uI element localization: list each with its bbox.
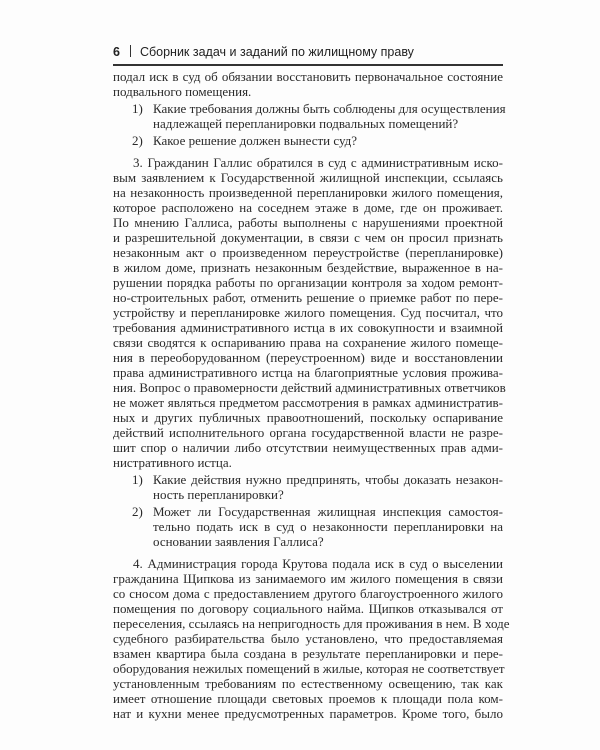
text-line: 3. Гражданин Галлис обратился в суд с административным иско- [133, 155, 503, 170]
text-line: шит спор о наличии либо отсутствии неимущественных прав адми- [113, 440, 503, 455]
page-body [113, 69, 510, 721]
text-line: незаконным акт о произведенном переустройстве (перепланировке) [113, 245, 503, 260]
text-line: и разрешительной документации, в связи с чем он просил признать [113, 230, 503, 245]
text-line: имеет отношение площади световых проемов к площади пола ком- [113, 691, 503, 706]
text-line: которое расположено на соседнем этаже в доме, где он проживает. [113, 200, 503, 215]
text-line: ных и других публичных правоотношений, поскольку оспаривание [113, 410, 503, 425]
text-line: взамен квартира была создана в результате перепланировки и пере- [113, 646, 503, 661]
question-item [113, 101, 506, 131]
text-line: Какие действия нужно предпринять, чтобы доказать незакон- [153, 472, 503, 487]
text-line: в жилом доме, признать незаконным бездействие, выраженное в на- [113, 260, 503, 275]
text-line: подал иск в суд об обязании восстановить первоначальное состояние [113, 69, 503, 84]
paragraph [113, 556, 510, 721]
text-line: Какие требования должны быть соблюдены для осуществления [153, 101, 506, 116]
text-line: судебного разбирательства было установлено, что предоставляемая [113, 631, 503, 646]
text-line: Какое решение должен вынести суд? [153, 133, 358, 148]
text-line: 4. Администрация города Крутова подала иск в суд о выселении [133, 556, 503, 571]
text-line: ность перепланировки? [153, 487, 284, 502]
text-line: рушении порядка работы по организации контроля за ходом ремонт- [113, 275, 503, 290]
running-title: Сборник задач и заданий по жилищному праву [139, 45, 414, 59]
question-item [113, 504, 503, 549]
question-number: 2) [132, 133, 143, 148]
running-header [113, 45, 503, 63]
header-rule [113, 64, 503, 66]
question-number: 2) [132, 504, 143, 519]
text-line: действий исполнительного органа государственной власти не разре- [113, 425, 503, 440]
text-line: права административного истца на благоприятные условия прожива- [113, 365, 503, 380]
text-line: ния. Вопрос о правомерности действий административных ответчиков [113, 380, 506, 395]
text-line: требования административного истца в их совокупности и взаимной [113, 320, 503, 335]
text-line: переселения, ссылаясь на непригодность для проживания в нем. В ходе [113, 616, 510, 631]
question-number: 1) [132, 101, 143, 116]
text-line: оборудования нежилых помещений в жилые, которая не соответствует [113, 661, 505, 676]
text-line: на незаконность произведенной перепланировки жилого помещения, [113, 185, 503, 200]
text-line: вым заявлением к Государственной жилищной инспекции, ссылаясь [113, 170, 503, 185]
text-line: не может являться предметом рассмотрения в рамках административ- [113, 395, 503, 410]
question-item [113, 472, 503, 502]
text-line: нат и кухни менее предусмотренных параметров. Кроме того, было [113, 706, 503, 721]
text-line: основании заявления Галлиса? [153, 534, 324, 549]
text-line: По мнению Галлиса, работы выполнены с нарушениями проектной [113, 215, 503, 230]
text-line: установленным требованиям по естественному освещению, так как [113, 676, 503, 691]
page-number: 6 [113, 45, 120, 59]
text-line: надлежащей перепланировки подвальных помещений? [153, 116, 459, 131]
text-line: гражданина Щипкова из занимаемого им жилого помещения в связи [113, 571, 503, 586]
paragraph [113, 69, 503, 99]
question-number: 1) [132, 472, 143, 487]
text-line: ния в переоборудованном (переустроенном) виде и восстановлении [113, 350, 503, 365]
paragraph [113, 155, 506, 470]
text-line: нистративного истца. [113, 455, 232, 470]
text-line: тельно подать иск в суд о незаконности перепланировки на [153, 519, 503, 534]
text-line: но-строительных работ, отменить решение о приемке работ по пере- [113, 290, 503, 305]
text-line: подвального помещения. [113, 84, 252, 99]
text-line: Может ли Государственная жилищная инспекция самостоя- [153, 504, 503, 519]
question-list [113, 472, 503, 549]
text-line: со сносом дома с предоставлением другого благоустроенного жилого [113, 586, 503, 601]
question-item [113, 133, 503, 148]
text-line: помещения по договору социального найма. Щипков отказывался от [113, 601, 503, 616]
question-list [113, 101, 506, 148]
text-line: устройству и перепланировке жилого помещения. Суд посчитал, что [113, 305, 503, 320]
text-line: связи сводятся к оспариванию права на сохранение жилого помеще- [113, 335, 503, 350]
header-divider [130, 45, 131, 57]
